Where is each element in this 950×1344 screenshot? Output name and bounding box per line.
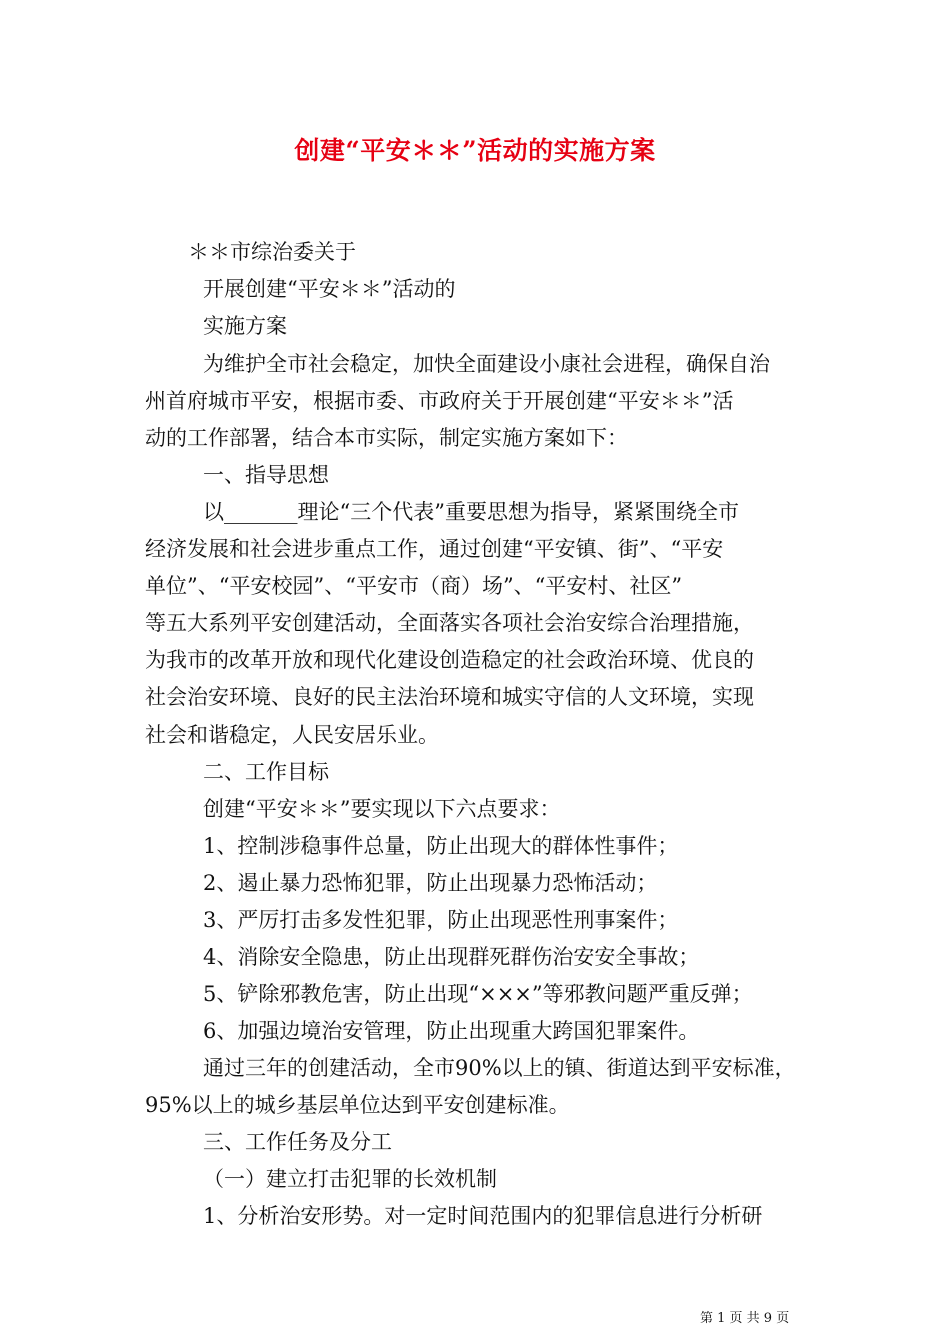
list-item-4: 4、消除安全隐患，防止出现群死群伤治安安全事故； bbox=[203, 945, 700, 969]
section-heading-1: 一、指导思想 bbox=[203, 463, 329, 487]
subsection-heading-1: （一）建立打击犯罪的长效机制 bbox=[203, 1167, 497, 1191]
body-line-10: 单位”、“平安校园”、“平安市（商）场”、“平安村、社区” bbox=[145, 574, 683, 598]
section-heading-2: 二、工作目标 bbox=[203, 760, 329, 784]
body-line-8: 以_______理论“三个代表”重要思想为指导，紧紧围绕全市 bbox=[203, 500, 739, 524]
body-line-23: 通过三年的创建活动，全市90%以上的镇、街道达到平安标准， bbox=[203, 1056, 796, 1080]
list-item-5: 5、铲除邪教危害，防止出现“×××”等邪教问题严重反弹； bbox=[203, 982, 753, 1006]
body-line-5: 州首府城市平安，根据市委、市政府关于开展创建“平安＊＊”活 bbox=[145, 389, 734, 413]
section-heading-3: 三、工作任务及分工 bbox=[203, 1130, 392, 1154]
body-line-14: 社会和谐稳定，人民安居乐业。 bbox=[145, 723, 439, 747]
list-item-3: 3、严厉打击多发性犯罪，防止出现恶性刑事案件； bbox=[203, 908, 679, 932]
body-line-6: 动的工作部署，结合本市实际，制定实施方案如下： bbox=[145, 426, 628, 450]
document-title: 创建“平安＊＊”活动的实施方案 bbox=[294, 136, 656, 165]
body-line-16: 创建“平安＊＊”要实现以下六点要求： bbox=[203, 797, 561, 821]
body-line-4: 为维护全市社会稳定，加快全面建设小康社会进程，确保自治 bbox=[203, 352, 770, 376]
body-line-1: ＊＊市综治委关于 bbox=[188, 240, 356, 264]
body-line-12: 为我市的改革开放和现代化建设创造稳定的社会政治环境、优良的 bbox=[145, 648, 754, 672]
body-line-27: 1、分析治安形势。对一定时间范围内的犯罪信息进行分析研 bbox=[203, 1204, 763, 1228]
list-item-1: 1、控制涉稳事件总量，防止出现大的群体性事件； bbox=[203, 834, 679, 858]
list-item-6: 6、加强边境治安管理，防止出现重大跨国犯罪案件。 bbox=[203, 1019, 700, 1043]
page-number: 第 1 页 共 9 页 bbox=[700, 1311, 790, 1326]
body-line-11: 等五大系列平安创建活动，全面落实各项社会治安综合治理措施， bbox=[145, 611, 754, 635]
body-line-13: 社会治安环境、良好的民主法治环境和城实守信的人文环境，实现 bbox=[145, 685, 754, 709]
body-line-9: 经济发展和社会进步重点工作，通过创建“平安镇、街”、“平安 bbox=[145, 537, 724, 561]
body-line-2: 开展创建“平安＊＊”活动的 bbox=[203, 277, 456, 301]
body-line-24: 95%以上的城乡基层单位达到平安创建标准。 bbox=[145, 1093, 570, 1117]
list-item-2: 2、遏止暴力恐怖犯罪，防止出现暴力恐怖活动； bbox=[203, 871, 658, 895]
body-line-3: 实施方案 bbox=[203, 314, 287, 338]
